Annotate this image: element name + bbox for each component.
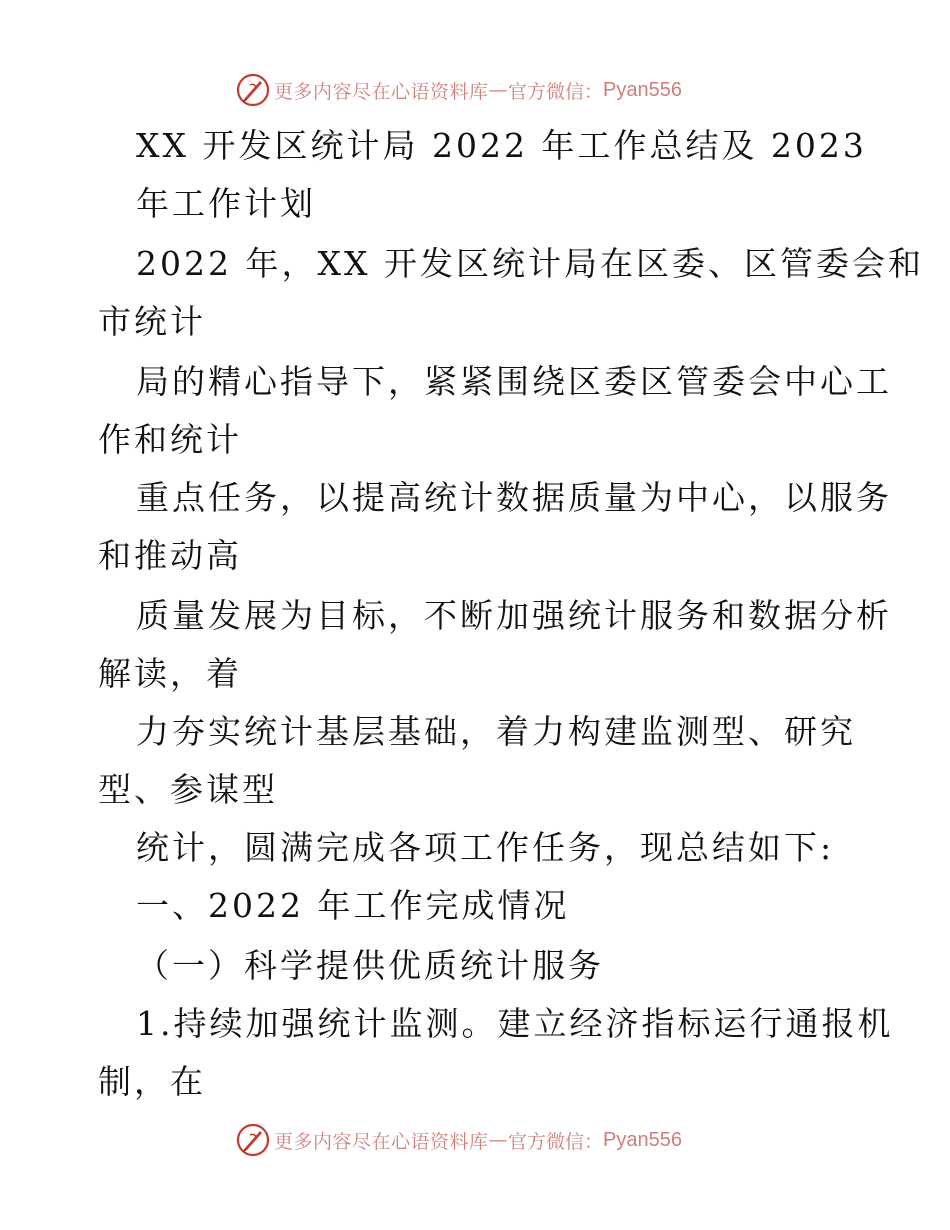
quill-logo-icon [236,73,270,107]
doc-text-line: 质量发展为目标，不断加强统计服务和数据分析 [136,596,892,635]
banner-slogan: 更多内容尽在心语资料库 [274,80,489,103]
doc-text-line: 统计，圆满完成各项工作任务，现总结如下: [136,828,835,867]
banner-wechat-label: 官方微信： [508,80,604,103]
banner-slogan: 更多内容尽在心语资料库 [274,1130,489,1153]
footer-watermark-banner [236,1122,682,1158]
banner-dash: — [488,1129,509,1151]
doc-text-line: 制，在 [98,1062,206,1101]
doc-title-line-2: 年工作计划 [136,184,316,223]
doc-text-line: 市统计 [98,302,206,341]
doc-text-line: 和推动高 [98,536,242,575]
banner-wechat-label: 官方微信： [508,1130,604,1153]
doc-title-line-1: XX 开发区统计局 2022 年工作总结及 2023 [136,126,867,165]
doc-text-line: 型、参谋型 [98,770,278,809]
doc-text-line: 局的精心指导下，紧紧围绕区委区管委会中心工 [136,362,892,401]
quill-logo-icon [236,1123,270,1157]
doc-text-line: 重点任务，以提高统计数据质量为中心，以服务 [136,478,892,517]
banner-wechat-id: Pyan556 [603,1128,682,1151]
doc-text-line: 解读，着 [98,654,242,693]
doc-text-line: 力夯实统计基层基础，着力构建监测型、研究 [136,712,856,751]
section-heading: 一、2022 年工作完成情况 [136,886,570,925]
doc-text-line: 1.持续加强统计监测。建立经济指标运行通报机 [136,1004,894,1043]
doc-text-line: 作和统计 [98,420,242,459]
banner-wechat-id: Pyan556 [603,78,682,101]
banner-dash: — [488,79,509,101]
doc-text-line: 2022 年，XX 开发区统计局在区委、区管委会和 [136,244,924,283]
header-watermark-banner [236,72,682,108]
subsection-heading: （一）科学提供优质统计服务 [136,946,604,985]
